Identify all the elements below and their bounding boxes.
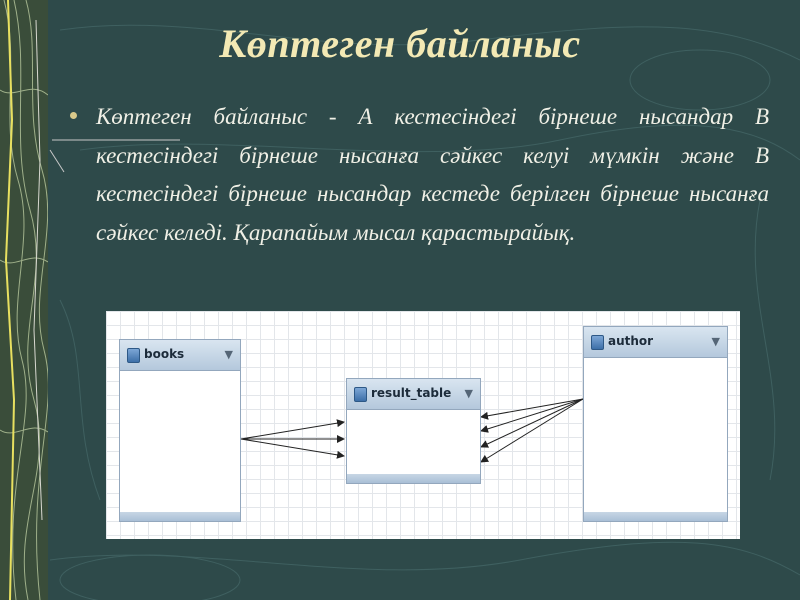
table-header	[347, 379, 480, 410]
table-name: books	[144, 347, 185, 361]
table-footer	[347, 474, 480, 483]
table-header	[120, 340, 240, 371]
table-books[interactable]	[119, 339, 241, 522]
books-link-1	[241, 422, 344, 439]
table-footer	[584, 512, 727, 521]
left-map-strip	[0, 0, 48, 600]
table-name: result_table	[371, 386, 452, 400]
er-diagram	[106, 311, 740, 539]
dropdown-arrow-icon[interactable]: ▼	[464, 387, 473, 400]
bullet-text: Көптеген байланыс - А кестесіндегі бірнеше нысандар В кестесіндегі бірнеше нысанға сәйкес келуі мүмкін және В кестесіндегі бірнеше нысандар кестеде берілген бірнеше нысанға сәйкес келеді. Қарапайым мысал қарастырайық.	[96, 104, 769, 245]
table-name: author	[608, 334, 654, 348]
bullet-point-icon	[70, 112, 77, 119]
table-icon	[127, 348, 140, 363]
table-result[interactable]	[346, 378, 481, 484]
table-header	[584, 327, 727, 358]
slide-title: Көптеген байланыс	[219, 21, 581, 66]
table-icon	[354, 387, 367, 402]
dropdown-arrow-icon[interactable]: ▼	[711, 335, 720, 348]
table-author[interactable]	[583, 326, 728, 522]
author-link-2	[481, 399, 583, 431]
dropdown-arrow-icon[interactable]: ▼	[224, 348, 233, 361]
books-link-3	[241, 439, 344, 456]
author-link-3	[481, 399, 583, 447]
table-footer	[120, 512, 240, 521]
table-icon	[591, 335, 604, 350]
